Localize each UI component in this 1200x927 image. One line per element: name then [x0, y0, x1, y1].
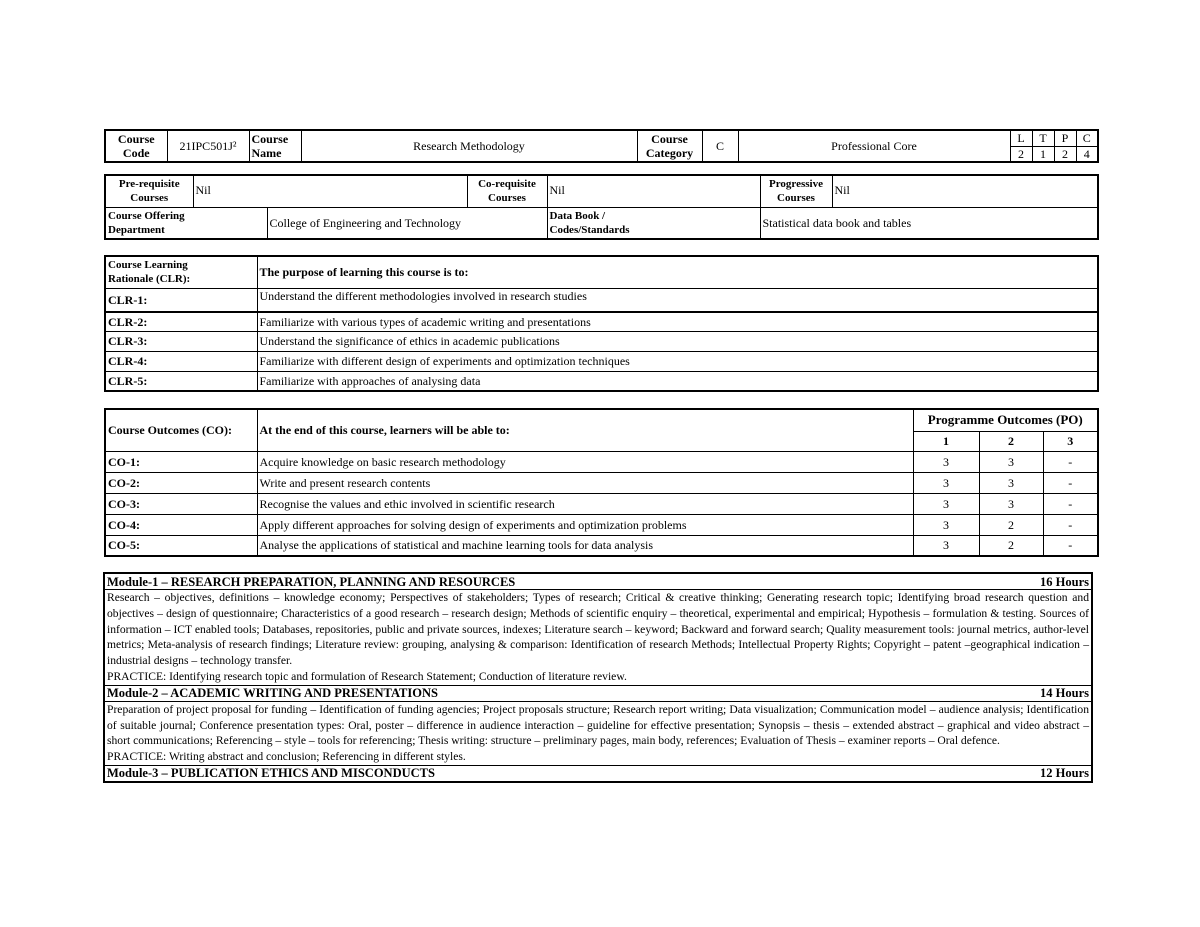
modules-table: [103, 572, 1093, 783]
po-value: -: [1043, 472, 1098, 493]
table-row: [105, 493, 1098, 514]
po-value: 2: [979, 514, 1043, 535]
module-practice: PRACTICE: Writing abstract and conclusion; Referencing in different styles.: [107, 750, 466, 764]
module-body: [104, 590, 1092, 686]
department-label: Course Offering Department: [105, 207, 267, 239]
table-row: [105, 371, 1098, 391]
po-value: 3: [913, 514, 979, 535]
po-value: 3: [913, 472, 979, 493]
co-id: CO-4:: [105, 514, 257, 535]
clr-id: CLR-2:: [105, 312, 257, 331]
module-header: [104, 765, 1092, 782]
module-title: Module-2 – ACADEMIC WRITING AND PRESENTATIONS: [107, 686, 438, 701]
po-value: -: [1043, 535, 1098, 556]
ltpc-value-t: 1: [1032, 146, 1054, 162]
ltpc-label-p: P: [1054, 130, 1076, 146]
co-label: Course Outcomes (CO):: [105, 409, 257, 451]
clr-id: CLR-5:: [105, 371, 257, 391]
module-hours: 12 Hours: [1040, 766, 1089, 781]
progressive-value: Nil: [832, 175, 1098, 207]
module-title: Module-3 – PUBLICATION ETHICS AND MISCONDUCTS: [107, 766, 435, 781]
po-value: 3: [979, 472, 1043, 493]
course-category-label: Course Category: [637, 130, 702, 162]
course-code-value: 21IPC501J²: [167, 130, 249, 162]
module-practice: PRACTICE: Identifying research topic and formulation of Research Statement; Conduction of literature review.: [107, 669, 627, 683]
co-id: CO-3:: [105, 493, 257, 514]
ltpc-label-l: L: [1010, 130, 1032, 146]
table-row: [105, 472, 1098, 493]
co-id: CO-1:: [105, 451, 257, 472]
module-header: [104, 685, 1092, 701]
po-value: 3: [979, 451, 1043, 472]
prerequisite-value: Nil: [193, 175, 467, 207]
po-value: 3: [913, 493, 979, 514]
table-row: [105, 451, 1098, 472]
department-value: College of Engineering and Technology: [267, 207, 547, 239]
po-value: 3: [913, 451, 979, 472]
co-text: Analyse the applications of statistical and machine learning tools for data analysis: [257, 535, 913, 556]
ltpc-value-c: 4: [1076, 146, 1098, 162]
po-value: 2: [979, 535, 1043, 556]
co-id: CO-5:: [105, 535, 257, 556]
clr-id: CLR-1:: [105, 288, 257, 312]
po-col-2: 2: [979, 431, 1043, 451]
co-text: Recognise the values and ethic involved in scientific research: [257, 493, 913, 514]
po-value: -: [1043, 514, 1098, 535]
table-row: [105, 535, 1098, 556]
clr-id: CLR-3:: [105, 331, 257, 351]
prerequisite-table: [104, 174, 1099, 240]
co-id: CO-2:: [105, 472, 257, 493]
clr-text: Understand the different methodologies involved in research studies: [257, 288, 1098, 312]
databook-label: Data Book / Codes/Standards: [547, 207, 760, 239]
clr-text: Familiarize with various types of academic writing and presentations: [257, 312, 1098, 331]
po-value: -: [1043, 451, 1098, 472]
ltpc-value-l: 2: [1010, 146, 1032, 162]
table-row: [105, 331, 1098, 351]
po-value: 3: [913, 535, 979, 556]
clr-purpose: The purpose of learning this course is to:: [257, 256, 1098, 288]
progressive-label: Progressive Courses: [760, 175, 832, 207]
co-text: Apply different approaches for solving design of experiments and optimization problems: [257, 514, 913, 535]
course-category-name: Professional Core: [738, 130, 1010, 162]
po-title: Programme Outcomes (PO): [913, 409, 1098, 431]
table-row: [105, 312, 1098, 331]
clr-id: CLR-4:: [105, 351, 257, 371]
corequisite-value: Nil: [547, 175, 760, 207]
ltpc-value-p: 2: [1054, 146, 1076, 162]
table-row: [105, 351, 1098, 371]
module-body: [104, 701, 1092, 765]
clr-text: Familiarize with different design of experiments and optimization techniques: [257, 351, 1098, 371]
co-text: Write and present research contents: [257, 472, 913, 493]
prerequisite-label: Pre-requisite Courses: [105, 175, 193, 207]
clr-text: Familiarize with approaches of analysing data: [257, 371, 1098, 391]
module-header: [104, 573, 1092, 590]
co-table: [104, 408, 1099, 557]
ltpc-label-c: C: [1076, 130, 1098, 146]
course-category-value: C: [702, 130, 738, 162]
ltpc-label-t: T: [1032, 130, 1054, 146]
po-col-1: 1: [913, 431, 979, 451]
module-content: Preparation of project proposal for funding – Identification of funding agencies; Project proposals structure; Research report writing; Data visualization; Communication model – audience analysis; Identification of suitable journal; Conference presentation types: Oral, poster – difference in audience interaction – guideline for effective presentation; Synopsis – thesis – extended abstract – graphical and video abstract – short communications; Referencing – style – tools for referencing; Thesis writing: structure – preliminary pages, main body, references; Evaluation of Thesis – examiner reports – Oral defence.: [107, 702, 1089, 748]
table-row: [105, 514, 1098, 535]
module-hours: 16 Hours: [1040, 574, 1089, 589]
module-title: Module-1 – RESEARCH PREPARATION, PLANNING AND RESOURCES: [107, 574, 516, 589]
co-text: Acquire knowledge on basic research methodology: [257, 451, 913, 472]
course-header-table: [104, 129, 1099, 163]
clr-table: [104, 255, 1099, 392]
databook-value: Statistical data book and tables: [760, 207, 1098, 239]
course-name-value: Research Methodology: [301, 130, 637, 162]
table-row: [105, 288, 1098, 312]
corequisite-label: Co-requisite Courses: [467, 175, 547, 207]
course-code-label: Course Code: [105, 130, 167, 162]
po-value: 3: [979, 493, 1043, 514]
po-value: -: [1043, 493, 1098, 514]
co-intro: At the end of this course, learners will be able to:: [257, 409, 913, 451]
clr-text: Understand the significance of ethics in academic publications: [257, 331, 1098, 351]
clr-label: Course Learning Rationale (CLR):: [105, 256, 257, 288]
po-col-3: 3: [1043, 431, 1098, 451]
module-hours: 14 Hours: [1040, 686, 1089, 701]
course-name-label: Course Name: [249, 130, 301, 162]
module-content: Research – objectives, definitions – knowledge economy; Perspectives of stakeholders; Types of research; Critical & creative thinking; Generating research topic; Identifying broad research question and objectives – design of questionnaire; Characteristics of a good research – research design; Methods of scientific enquiry – theoretical, experimental and empirical; Hypothesis – formulation & testing. Sources of information – ICT enabled tools; Databases, repositories, public and private sources, indexes; Literature search – keyword; Backward and forward search; Quality measurement tools: journal metrics, author-level metrics; Meta-analysis of research findings; Literature review: grouping, analysing & comparison: Identification of research Methods; Intellectual Property Rights; Copyright – patent –geographical indication – industrial designs – technology transfer.: [107, 591, 1089, 668]
